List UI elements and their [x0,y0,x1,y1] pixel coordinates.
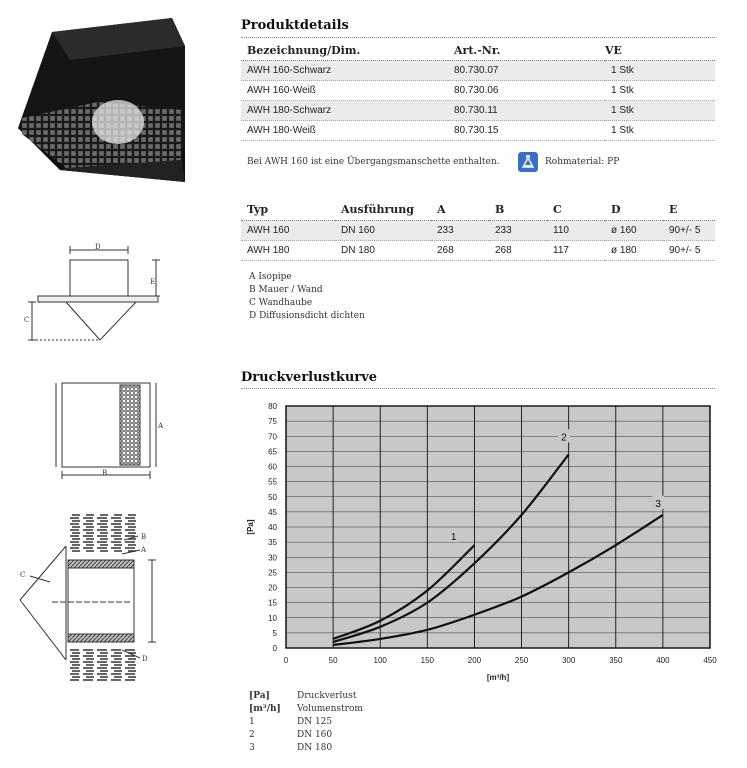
legend-item: A Isopipe [249,272,292,282]
pressure-loss-chart [241,392,731,688]
table-cell: ø 160 [605,221,663,241]
legend-label: DN 125 [297,717,333,727]
y-tick-label: 30 [268,553,277,563]
label-c-side: C [24,316,30,324]
legend-label: Volumenstrom [297,704,363,714]
table-row [241,241,715,261]
col-header-e: E [663,200,715,221]
product-table [241,40,715,141]
legend-key: 2 [249,730,255,740]
y-tick-label: 25 [268,568,277,578]
wall-section-drawing [12,510,162,685]
y-tick-label: 80 [268,402,277,411]
table-cell: 110 [547,221,605,241]
y-tick-label: 20 [268,583,277,593]
col-header-typ: Typ [241,200,335,221]
label-d-wall: D [142,655,148,663]
table-cell: AWH 160-Schwarz [241,61,448,81]
legend-item: B Mauer / Wand [249,285,323,295]
legend-key: 3 [249,743,255,753]
legend-key: 1 [249,717,255,727]
x-tick-label: 0 [283,656,289,665]
label-e: E [150,278,156,286]
col-header-bezeichnung: Bezeichnung/Dim. [241,40,448,61]
table-cell: 1 Stk [605,101,715,121]
x-axis-label: [m³/h] [486,673,510,682]
y-tick-label: 40 [268,523,277,532]
side-view-drawing [18,240,168,350]
col-header-a: A [431,200,489,221]
col-header-ausfuehrung: Ausführung [335,200,431,221]
chart-title: Druckverlustkurve [241,370,378,385]
x-tick-label: 300 [561,656,576,665]
y-tick-label: 10 [268,613,277,623]
table-cell: 233 [489,221,547,241]
legend-label: DN 180 [297,743,333,753]
product-photo [0,10,200,200]
legend-item: D Diffusionsdicht dichten [249,311,365,321]
table-cell: 90+/- 5 [663,221,715,241]
chart-legend-row [249,703,363,716]
table-row [241,221,715,241]
material-label: Rohmaterial: PP [545,157,620,167]
y-tick-label: 65 [268,447,277,457]
table-cell: DN 180 [335,241,431,261]
table-cell: 80.730.07 [448,61,605,81]
x-tick-label: 100 [373,656,387,665]
table-cell: 233 [431,221,489,241]
table-cell: DN 160 [335,221,431,241]
product-details-title: Produktdetails [241,18,349,33]
table-row [241,121,715,141]
y-tick-label: 50 [268,492,277,502]
x-tick-label: 150 [420,656,435,665]
x-tick-label: 400 [656,656,670,665]
table-row [241,101,715,121]
col-header-b: B [489,200,547,221]
table-cell: 117 [547,241,605,261]
table-row [241,61,715,81]
table-cell: 1 Stk [605,81,715,101]
table-row [241,81,715,101]
dimension-table [241,200,715,261]
table-cell: AWH 180-Schwarz [241,101,448,121]
y-tick-label: 70 [268,432,277,442]
x-tick-label: 350 [609,656,623,665]
table-cell: 80.730.15 [448,121,605,141]
transition-note: Bei AWH 160 ist eine Übergangsmanschette enthalten. [247,157,500,167]
x-tick-label: 450 [703,656,717,665]
table-cell: AWH 160-Weiß [241,81,448,101]
legend-item: C Wandhaube [249,298,313,308]
y-tick-label: 5 [272,628,277,638]
table-cell: 268 [489,241,547,261]
legend-label: Druckverlust [297,691,357,701]
col-header-ve: VE [605,40,715,61]
table-cell: AWH 180 [241,241,335,261]
y-tick-label: 60 [268,462,277,472]
series-label-3: 3 [655,498,661,510]
chart-title-divider [241,388,715,389]
legend-label: DN 160 [297,730,333,740]
label-a-wall: A [141,546,147,554]
dimension-legend [249,271,365,323]
y-tick-label: 45 [268,507,277,517]
chart-legend-row [249,742,363,755]
table-cell: 80.730.11 [448,101,605,121]
y-axis-label: [Pa] [246,519,255,535]
series-label-2: 2 [561,432,567,444]
label-b-front: B [102,469,108,477]
table-cell: 1 Stk [605,61,715,81]
table-cell: 80.730.06 [448,81,605,101]
table-cell: 268 [431,241,489,261]
title-divider [241,37,715,38]
table-cell: 1 Stk [605,121,715,141]
col-header-artnr: Art.-Nr. [448,40,605,61]
y-tick-label: 75 [268,417,277,427]
label-a-front: A [158,422,164,430]
x-tick-label: 250 [514,656,529,665]
y-tick-label: 0 [272,644,277,653]
y-tick-label: 35 [268,538,277,548]
legend-key: [m³/h] [249,704,281,714]
table-cell: ø 180 [605,241,663,261]
flask-icon [518,152,538,172]
col-header-c: C [547,200,605,221]
col-header-d: D [605,200,663,221]
chart-legend-row [249,690,363,703]
chart-legend-row [249,716,363,729]
front-view-drawing [50,375,170,485]
table-cell: AWH 180-Weiß [241,121,448,141]
table-cell: 90+/- 5 [663,241,715,261]
table-cell: AWH 160 [241,221,335,241]
legend-key: [Pa] [249,691,270,701]
label-c-wall: C [20,571,26,579]
chart-legend [249,690,363,755]
x-tick-label: 50 [328,656,338,665]
y-tick-label: 55 [268,477,277,487]
label-b-wall: B [141,533,147,541]
series-label-1: 1 [450,532,457,544]
label-d-top: D [95,243,101,251]
x-tick-label: 200 [467,656,482,665]
y-tick-label: 15 [268,598,277,608]
chart-legend-row [249,729,363,742]
